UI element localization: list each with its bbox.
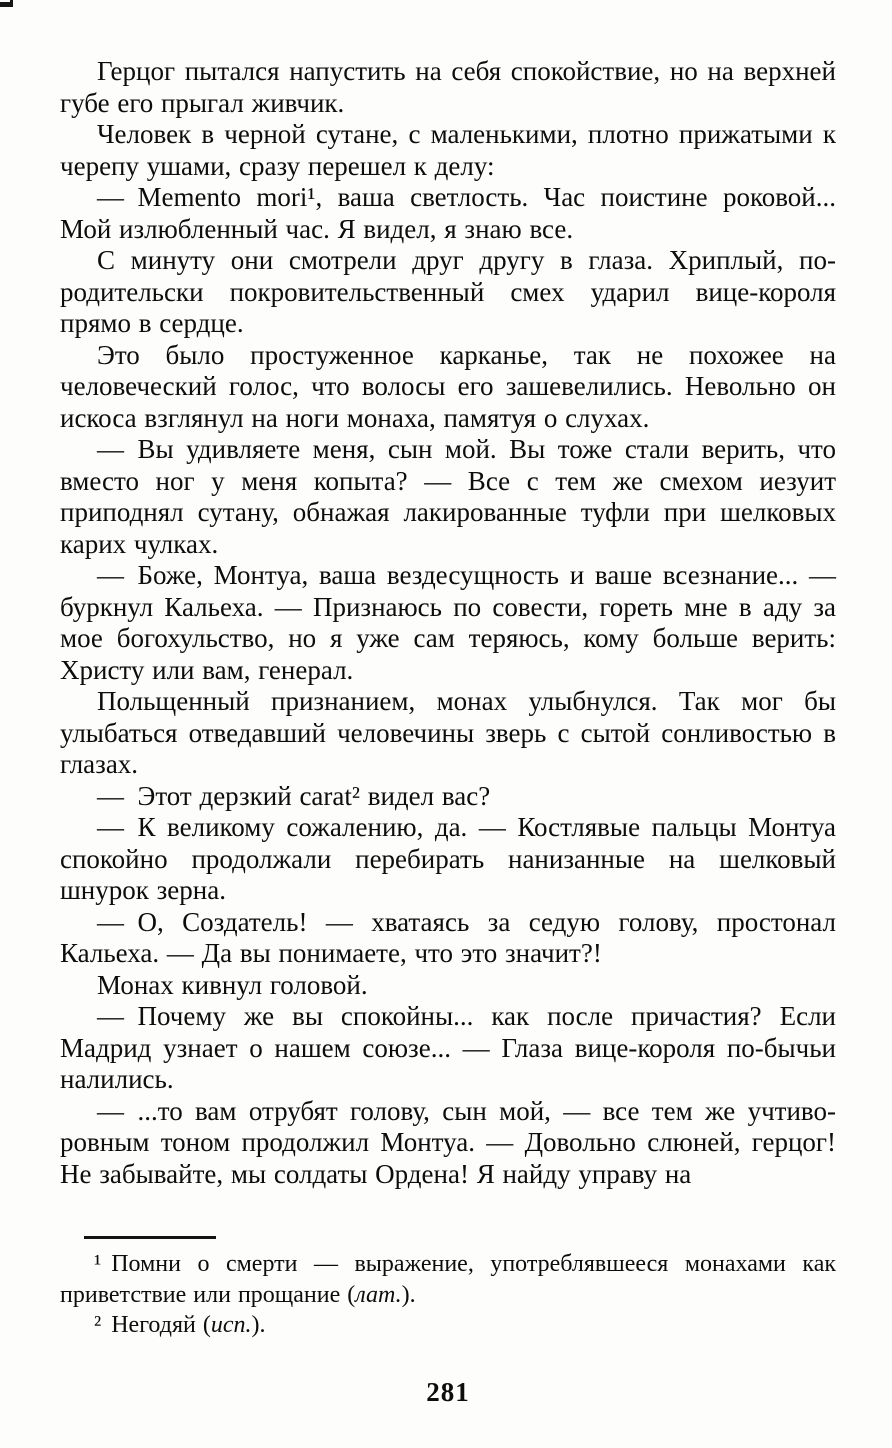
footnote-text-end: ). — [251, 1312, 266, 1338]
page-text-block — [60, 56, 836, 1341]
footnote-language-label: исп. — [210, 1312, 252, 1338]
page-footer — [60, 1377, 836, 1408]
paragraph: Герцог пытался напустить на себя спокойствие, но на верхней губе его прыгал живчик. — [60, 56, 836, 118]
scan-artifact — [0, 2, 13, 7]
page-number: 281 — [426, 1376, 470, 1407]
paragraph: Польщенный признанием, монах улыбнулся. Так мог бы улыбаться отведавший человечины зверь с сытой сонливостью в глазах. — [60, 686, 836, 779]
paragraph-dialogue: — К великому сожалению, да. — Костлявые пальцы Монтуа спокойно продолжали перебирать нанизанные на шелковый шнурок зерна. — [60, 812, 836, 905]
footnote-marker: ¹ — [94, 1251, 102, 1277]
paragraph: Это было простуженное карканье, так не похожее на человеческий голос, что волосы его зашевелились. Невольно он искоса взглянул на ноги монаха, памятуя о слухах. — [60, 339, 836, 433]
footnote-language-label: лат. — [355, 1281, 402, 1308]
footnote-divider — [84, 1236, 216, 1239]
paragraph-dialogue: — О, Создатель! — хватаясь за седую голову, простонал Кальеха. — Да вы понимаете, что это значит?! — [60, 906, 836, 968]
paragraph-dialogue: — Почему же вы спокойны... как после причастия? Если Мадрид узнает о нашем союзе... — Глаза вице-короля по-бычьи налились. — [60, 1001, 836, 1094]
footnote-text: Негодяй ( — [111, 1312, 211, 1338]
paragraph-dialogue: — Вы удивляете меня, сын мой. Вы тоже стали верить, что вместо ног у меня копыта? — Все с тем же смехом иезуит приподнял сутану, обнажая лакированные туфли при шелковых карих чулках. — [60, 434, 836, 559]
footnotes-section — [60, 1249, 836, 1341]
paragraph-dialogue: — Этот дерзкий carat² видел вас? — [97, 780, 491, 811]
footnote-text-end: ). — [401, 1281, 416, 1308]
footnote-marker: ² — [94, 1312, 102, 1338]
paragraph: Монах кивнул головой. — [97, 969, 368, 1000]
footnote-text: Помни о смерти — выражение, употреблявшееся монахами как приветствие или прощание ( — [60, 1251, 836, 1308]
paragraph-dialogue: — ...то вам отрубят голову, сын мой, — все тем же учтиво-ровным тоном продолжил Монтуа. — Довольно слюней, герцог! Не забывайте, мы солдаты Ордена! Я найду управу на — [60, 1095, 836, 1189]
paragraph: С минуту они смотрели друг другу в глаза. Хриплый, по-родительски покровительственный смех ударил вице-короля прямо в сердце. — [60, 245, 836, 338]
footnote — [60, 1249, 836, 1310]
paragraph-dialogue: — Memento mori¹, ваша светлость. Час поистине роковой... Мой излюбленный час. Я видел, я знаю все. — [60, 182, 836, 244]
paragraph: Человек в черной сутане, с маленькими, плотно прижатыми к черепу ушами, сразу перешел к делу: — [60, 119, 836, 181]
footnote — [60, 1310, 836, 1341]
paragraph-dialogue: — Боже, Монтуа, ваша вездесущность и ваше всезнание... — буркнул Кальеха. — Признаюсь по совести, гореть мне в аду за мое богохульство, но я уже сам теряюсь, кому больше верить: Христу или вам, генерал. — [60, 560, 836, 685]
